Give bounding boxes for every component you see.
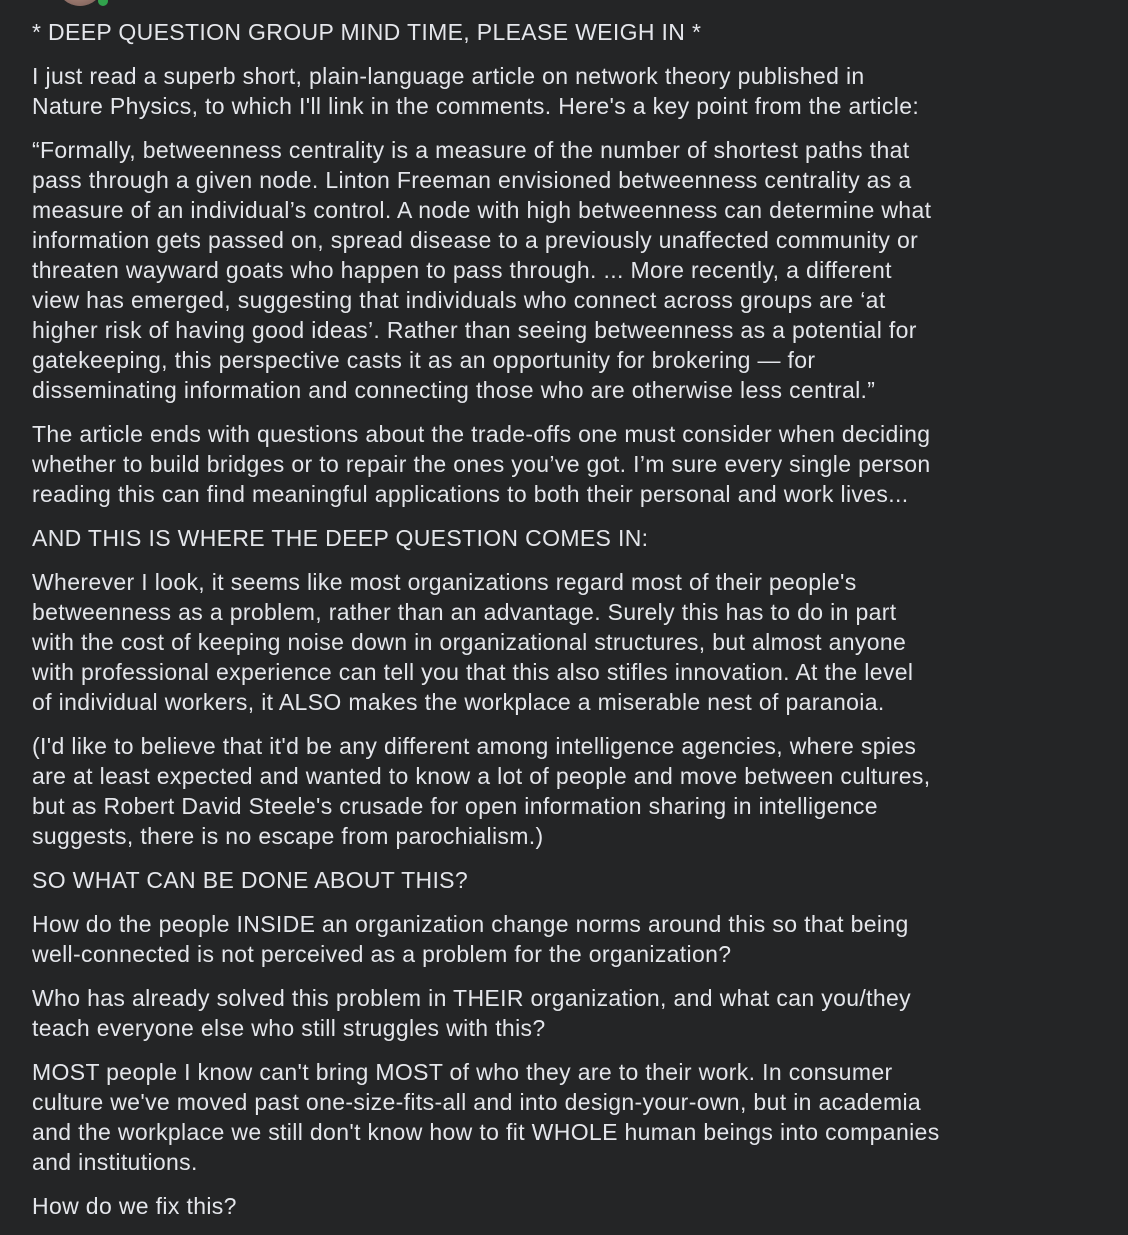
text-line: MOST people I know can't bring MOST of who they are to their work. In consumer — [32, 1059, 893, 1085]
text-line: (I'd like to believe that it'd be any different among intelligence agencies, where spies — [32, 733, 917, 759]
online-status-icon — [96, 0, 110, 8]
text-line: * DEEP QUESTION GROUP MIND TIME, PLEASE WEIGH IN * — [32, 19, 702, 45]
post-heading — [32, 17, 1112, 47]
text-line: teach everyone else who still struggles with this? — [32, 1015, 546, 1041]
article-ends-paragraph — [32, 419, 1112, 509]
so-what-heading — [32, 865, 1112, 895]
text-line: reading this can find meaningful applications to both their personal and work lives... — [32, 481, 909, 507]
text-line: SO WHAT CAN BE DONE ABOUT THIS? — [32, 867, 469, 893]
text-line: of individual workers, it ALSO makes the workplace a miserable nest of paranoia. — [32, 689, 885, 715]
text-line: information gets passed on, spread disease to a previously unaffected community or — [32, 227, 919, 253]
text-line: disseminating information and connecting those who are otherwise less central.” — [32, 377, 876, 403]
text-line: How do the people INSIDE an organization change norms around this so that being — [32, 911, 909, 937]
text-line: and institutions. — [32, 1149, 198, 1175]
text-line: betweenness as a problem, rather than an advantage. Surely this has to do in part — [32, 599, 897, 625]
text-line: gatekeeping, this perspective casts it as an opportunity for brokering — for — [32, 347, 816, 373]
text-line: whether to build bridges or to repair the ones you’ve got. I’m sure every single person — [32, 451, 931, 477]
text-line: The article ends with questions about the trade-offs one must consider when deciding — [32, 421, 931, 447]
text-line: Wherever I look, it seems like most organizations regard most of their people's — [32, 569, 857, 595]
text-line: AND THIS IS WHERE THE DEEP QUESTION COMES IN: — [32, 525, 649, 551]
text-line: with professional experience can tell you that this also stifles innovation. At the level — [32, 659, 914, 685]
post-body — [32, 17, 1112, 1235]
fix-question — [32, 1191, 1112, 1221]
intro-paragraph — [32, 61, 1112, 121]
most-people-paragraph — [32, 1057, 1112, 1177]
text-line: and the workplace we still don't know how to fit WHOLE human beings into companies — [32, 1119, 940, 1145]
wherever-paragraph — [32, 567, 1112, 717]
text-line: Nature Physics, to which I'll link in the comments. Here's a key point from the article: — [32, 93, 920, 119]
text-line: “Formally, betweenness centrality is a measure of the number of shortest paths that — [32, 137, 910, 163]
text-line: How do we fix this? — [32, 1193, 237, 1219]
text-line: Who has already solved this problem in THEIR organization, and what can you/they — [32, 985, 912, 1011]
text-line: culture we've moved past one-size-fits-all and into design-your-own, but in academia — [32, 1089, 922, 1115]
text-line: view has emerged, suggesting that individuals who connect across groups are ‘at — [32, 287, 886, 313]
how-inside-paragraph — [32, 909, 1112, 969]
text-line: pass through a given node. Linton Freeman envisioned betweenness centrality as a — [32, 167, 912, 193]
text-line: well-connected is not perceived as a problem for the organization? — [32, 941, 732, 967]
text-line: suggests, there is no escape from parochialism.) — [32, 823, 544, 849]
text-line: but as Robert David Steele's crusade for open information sharing in intelligence — [32, 793, 878, 819]
who-solved-paragraph — [32, 983, 1112, 1043]
author-avatar[interactable] — [56, 0, 104, 6]
text-line: measure of an individual’s control. A node with high betweenness can determine what — [32, 197, 932, 223]
text-line: are at least expected and wanted to know a lot of people and move between cultures, — [32, 763, 931, 789]
text-line: with the cost of keeping noise down in organizational structures, but almost anyone — [32, 629, 907, 655]
text-line: I just read a superb short, plain-language article on network theory published in — [32, 63, 865, 89]
intelligence-paragraph — [32, 731, 1112, 851]
quote-paragraph — [32, 135, 1112, 405]
text-line: threaten wayward goats who happen to pass through. ... More recently, a different — [32, 257, 892, 283]
deep-question-heading — [32, 523, 1112, 553]
text-line: higher risk of having good ideas’. Rather than seeing betweenness as a potential for — [32, 317, 917, 343]
